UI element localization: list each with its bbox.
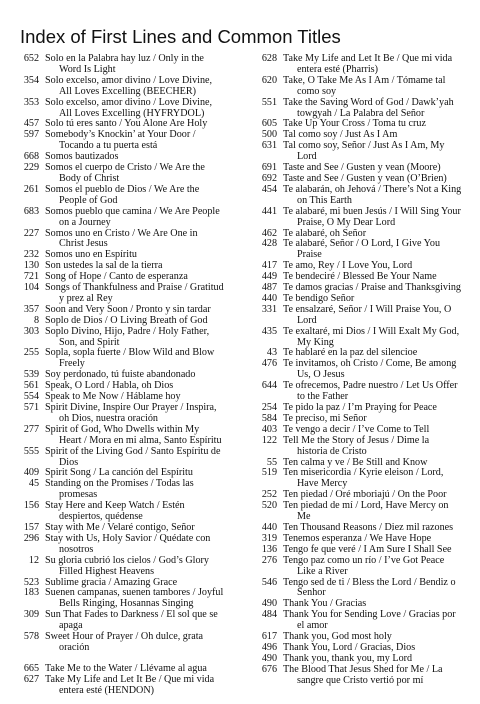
hymn-title [39, 425, 256, 447]
hymn-number: 157 [23, 521, 39, 533]
title-line: Somos pueblo que camina / We Are People [45, 205, 220, 217]
hymn-number: 490 [261, 652, 277, 664]
title-line: Thank You, Lord / Gracias, Dios [283, 641, 416, 653]
hymn-title [277, 359, 470, 381]
hymn-number: 519 [261, 467, 277, 479]
hymn-number: 605 [261, 118, 277, 130]
hymn-number: 627 [23, 673, 39, 685]
title-line: Somos el cuerpo de Cristo / We Are the [45, 162, 205, 174]
title-line: Te amo, Rey / I Love You, Lord [283, 260, 413, 272]
title-line: Speak to Me Now / Háblame hoy [45, 391, 181, 403]
index-entry [20, 130, 256, 152]
index-entry [20, 675, 256, 697]
title-line: Te bendigo Señor [283, 292, 355, 304]
title-line: Suenen campanas, suenen tambores / Joyful [45, 587, 224, 599]
hymn-title [277, 98, 470, 120]
hymn-title [39, 229, 256, 251]
title-continuation: Us, O Jesus [297, 369, 345, 381]
hymn-title [277, 305, 470, 327]
title-continuation: Lord [297, 151, 317, 163]
title-line: Taste and See / Gusten y vean (O’Brien) [283, 172, 447, 184]
hymn-number: 571 [23, 402, 39, 413]
index-entry [20, 163, 256, 185]
hymn-number: 331 [261, 303, 277, 315]
hymn-number: 617 [261, 631, 277, 643]
title-line: Ten piedad / Oré mboriajú / On the Poor [283, 489, 447, 501]
title-line: Stay with Me / Velaré contigo, Señor [45, 521, 195, 533]
title-line: Te preciso, mi Señor [283, 412, 367, 424]
index-entry [258, 207, 470, 229]
title-continuation: Body of Christ [59, 172, 120, 184]
title-line: Take My Life and Let It Be / Que mi vida [45, 673, 215, 685]
hymn-number: 12 [28, 554, 39, 566]
hymn-number: 309 [23, 609, 39, 621]
hymn-number: 652 [23, 53, 39, 64]
index-entry [258, 141, 470, 163]
hymn-title [39, 403, 256, 425]
title-continuation: to the Father [297, 391, 349, 403]
hymn-title [39, 588, 256, 610]
hymn-number: 523 [23, 576, 39, 588]
hymn-title [277, 185, 470, 207]
hymn-title [39, 501, 256, 523]
title-continuation: towgyah / La Palabra del Señor [297, 107, 425, 119]
hymn-number: 277 [23, 423, 39, 435]
title-line: Solo en la Palabra hay luz / Only in the [45, 53, 204, 64]
index-entry [20, 447, 256, 469]
hymn-number: 554 [23, 391, 39, 403]
hymn-number: 721 [23, 271, 39, 283]
hymn-number: 520 [261, 500, 277, 512]
title-line: Spirit Song / La canción del Espíritu [45, 467, 193, 479]
hymn-number: 409 [23, 467, 39, 479]
hymn-number: 457 [23, 118, 39, 130]
title-continuation: entera esté (Pharris) [297, 63, 378, 75]
title-continuation: on This Earth [297, 194, 352, 206]
index-entry [258, 436, 470, 458]
index-entry [258, 359, 470, 381]
title-continuation: Praise [297, 249, 322, 261]
hymn-title [39, 447, 256, 469]
index-entry [20, 327, 256, 349]
hymn-number: 227 [23, 227, 39, 239]
hymn-number: 276 [261, 554, 277, 566]
index-entry [258, 327, 470, 349]
hymn-number: 8 [33, 314, 39, 326]
title-line: Spirit of the Living God / Santo Espíritu de [45, 445, 221, 457]
hymn-number: 484 [261, 609, 277, 621]
title-continuation: Praise, O My Dear Lord [297, 216, 396, 228]
title-line: Solo excelso, amor divino / Love Divine, [45, 74, 213, 86]
hymn-title [277, 468, 470, 490]
hymn-title [277, 327, 470, 349]
title-continuation: All Loves Excelling (HYFRYDOL) [59, 107, 205, 119]
hymn-number: 546 [261, 576, 277, 588]
hymn-number: 156 [23, 500, 39, 512]
title-line: Te ofrecemos, Padre nuestro / Let Us Offer [283, 380, 458, 392]
title-continuation: Christ Jesus [59, 238, 108, 250]
title-continuation: Heart / Mora en mi alma, Santo Espíritu [59, 434, 222, 446]
title-continuation: oración [59, 641, 90, 653]
index-entry [258, 578, 470, 600]
title-continuation: on a Journey [59, 216, 111, 228]
title-line: Ten calma y ve / Be Still and Know [283, 456, 428, 468]
index-entry [20, 479, 256, 501]
title-line: Te alabaré, mi buen Jesús / I Will Sing Your [283, 205, 461, 217]
hymn-title [39, 54, 256, 76]
hymn-title [39, 534, 256, 556]
title-continuation: Senhor [297, 587, 326, 599]
title-line: Somos el pueblo de Dios / We Are the [45, 183, 200, 195]
hymn-title [39, 185, 256, 207]
hymn-number: 631 [261, 140, 277, 152]
title-line: Sun That Fades to Darkness / El sol que se [45, 609, 218, 621]
hymn-title [277, 381, 470, 403]
title-line: Thank You for Sending Love / Gracias por [283, 609, 456, 621]
hymn-title [277, 501, 470, 523]
index-column-left [20, 54, 256, 697]
title-line: Te exaltaré, mi Dios / I Will Exalt My God, [283, 325, 460, 337]
title-continuation: Filled Highest Heavens [59, 565, 155, 577]
hymn-number: 691 [261, 162, 277, 174]
hymn-number: 296 [23, 532, 39, 544]
title-continuation: despiertos, quédense [59, 511, 143, 523]
index-entry [258, 185, 470, 207]
hymn-title [39, 207, 256, 229]
hymn-number: 462 [261, 227, 277, 239]
title-line: Tengo fe que veré / I Am Sure I Shall See [283, 543, 452, 555]
title-line: Te ensalzaré, Señor / I Will Praise You, O [283, 303, 452, 315]
hymn-title [39, 130, 256, 152]
index-entry [20, 632, 256, 654]
title-continuation: Lord [297, 314, 317, 326]
hymn-number: 261 [23, 183, 39, 195]
hymn-number: 644 [261, 380, 277, 392]
hymn-number: 183 [23, 587, 39, 599]
hymn-number: 55 [266, 456, 277, 468]
hymn-number: 578 [23, 631, 39, 643]
hymn-number: 130 [23, 260, 39, 272]
hymn-number: 357 [23, 303, 39, 315]
hymn-title [277, 610, 470, 632]
index-column-right [258, 54, 470, 687]
title-continuation: Tocando a tu puerta está [59, 140, 158, 152]
title-line: Thank you, thank you, my Lord [283, 652, 413, 664]
hymn-title [39, 479, 256, 501]
index-entry [258, 610, 470, 632]
title-continuation: Have Mercy [297, 478, 348, 490]
title-line: Song of Hope / Canto de esperanza [45, 271, 188, 283]
index-entry [258, 468, 470, 490]
title-line: Soy perdonado, tú fuiste abandonado [45, 369, 196, 381]
hymn-number: 254 [261, 402, 277, 413]
index-entry [258, 76, 470, 98]
title-continuation: All Loves Excelling (BEECHER) [59, 85, 196, 97]
title-line: Soon and Very Soon / Pronto y sin tardar [45, 303, 211, 315]
index-entry [20, 76, 256, 98]
hymn-number: 496 [261, 641, 277, 653]
hymn-number: 441 [261, 205, 277, 217]
hymn-number: 500 [261, 129, 277, 141]
hymn-number: 584 [261, 412, 277, 424]
title-continuation: People of God [59, 194, 118, 206]
title-line: Standing on the Promises / Todas las [45, 478, 194, 490]
index-entry [258, 239, 470, 261]
title-continuation: nosotros [59, 543, 94, 555]
title-line: Spirit Divine, Inspire Our Prayer / Inspira, [45, 402, 217, 413]
title-line: Sublime gracia / Amazing Grace [45, 576, 178, 588]
index-entry [20, 98, 256, 120]
hymn-number: 104 [23, 282, 39, 294]
hymn-number: 43 [266, 347, 277, 359]
title-line: Tell Me the Story of Jesus / Dime la [283, 434, 430, 446]
hymn-number: 417 [261, 260, 277, 272]
hymn-number: 692 [261, 172, 277, 184]
index-entry [20, 501, 256, 523]
title-continuation: apaga [59, 620, 83, 632]
hymn-number: 683 [23, 205, 39, 217]
title-line: Somos uno en Cristo / We Are One in [45, 227, 198, 239]
hymn-title [277, 578, 470, 600]
title-line: The Blood That Jesus Shed for Me / La [283, 663, 443, 675]
hymn-number: 561 [23, 380, 39, 392]
title-continuation: oh Dios, nuestra oración [59, 412, 158, 424]
title-line: Tal como soy / Just As I Am [283, 129, 398, 141]
title-line: Spirit of God, Who Dwells within My [45, 423, 200, 435]
title-line: Stay with Us, Holy Savior / Quédate con [45, 532, 211, 544]
hymn-title [39, 283, 256, 305]
title-line: Son ustedes la sal de la tierra [45, 260, 163, 272]
title-line: Te damos gracias / Praise and Thanksgiving [283, 282, 461, 294]
title-line: Tengo sed de ti / Bless the Lord / Bendiz o [283, 576, 456, 588]
title-continuation: entera esté (HENDON) [59, 684, 155, 696]
title-continuation: y prez al Rey [59, 292, 113, 304]
title-line: Te pido la paz / I’m Praying for Peace [283, 402, 437, 413]
hymn-number: 449 [261, 271, 277, 283]
index-entry [258, 501, 470, 523]
title-line: Tengo paz como un río / I’ve Got Peace [283, 554, 445, 566]
hymn-title [39, 163, 256, 185]
index-entry [20, 229, 256, 251]
title-continuation: promesas [59, 489, 98, 501]
hymn-number: 303 [23, 325, 39, 337]
title-continuation: Dios [59, 456, 79, 468]
hymn-title [39, 556, 256, 578]
index-entry [20, 556, 256, 578]
index-entry [20, 207, 256, 229]
title-line: Te alabarán, oh Jehová / There’s Not a King [283, 183, 462, 195]
title-line: Stay Here and Keep Watch / Estén [45, 500, 185, 512]
hymn-number: 490 [261, 598, 277, 610]
hymn-number: 403 [261, 423, 277, 435]
title-line: Te hablaré en la paz del silencioe [283, 347, 418, 359]
title-line: Songs of Thankfulness and Praise / Gratitud [45, 282, 224, 294]
index-entry [20, 185, 256, 207]
title-line: Ten piedad de mí / Lord, Have Mercy on [283, 500, 449, 512]
hymn-number: 597 [23, 129, 39, 141]
title-line: Take My Life and Let It Be / Que mi vida [283, 53, 453, 64]
title-line: Te invitamos, oh Cristo / Come, Be among [283, 358, 457, 370]
title-line: Ten Thousand Reasons / Diez mil razones [283, 521, 454, 533]
title-line: Soplo Divino, Hijo, Padre / Holy Father, [45, 325, 210, 337]
title-line: Somos uno en Espíritu [45, 249, 137, 261]
index-entry [20, 425, 256, 447]
hymn-number: 353 [23, 96, 39, 108]
title-line: Taste and See / Gusten y vean (Moore) [283, 162, 441, 174]
title-line: Take the Saving Word of God / Dawk’yah [283, 96, 454, 108]
index-entry [258, 98, 470, 120]
title-line: Te alabaré, oh Señor [283, 227, 367, 239]
title-continuation: el amor [297, 620, 328, 632]
title-line: Solo excelso, amor divino / Love Divine, [45, 96, 213, 108]
hymn-number: 136 [261, 543, 277, 555]
index-entry [20, 348, 256, 370]
hymn-number: 551 [261, 96, 277, 108]
hymn-title [277, 665, 470, 687]
hymn-title [277, 141, 470, 163]
hymn-number: 255 [23, 347, 39, 359]
hymn-title [277, 76, 470, 98]
title-continuation: Word Is Light [59, 63, 116, 75]
hymn-number: 676 [261, 663, 277, 675]
title-line: Tal como soy, Señor / Just As I Am, My [283, 140, 445, 152]
title-line: Sopla, sopla fuerte / Blow Wild and Blow [45, 347, 215, 359]
hymn-number: 620 [261, 74, 277, 86]
page-title: Index of First Lines and Common Titles [20, 26, 341, 47]
index-entry [20, 588, 256, 610]
title-line: Somos bautizados [45, 151, 119, 163]
index-entry [20, 54, 256, 76]
hymn-number: 232 [23, 249, 39, 261]
hymn-number: 319 [261, 532, 277, 544]
title-line: Take, O Take Me As I Am / Tómame tal [283, 74, 446, 86]
index-entry [258, 665, 470, 687]
index-entry [20, 610, 256, 632]
index-entry [258, 381, 470, 403]
hymn-title [277, 207, 470, 229]
hymn-number: 45 [28, 478, 39, 490]
hymn-number: 628 [261, 53, 277, 64]
hymn-title [277, 54, 470, 76]
index-entry [258, 305, 470, 327]
title-line: Sweet Hour of Prayer / Oh dulce, grata [45, 631, 204, 643]
hymn-title [39, 327, 256, 349]
title-line: Te alabaré, Señor / O Lord, I Give You [283, 238, 441, 250]
title-line: Soplo de Dios / O Living Breath of God [45, 314, 208, 326]
title-continuation: historia de Cristo [297, 445, 367, 457]
hymn-title [277, 556, 470, 578]
title-line: Te vengo a decir / I’ve Come to Tell [283, 423, 430, 435]
hymn-number: 555 [23, 445, 39, 457]
title-line: Thank You / Gracias [283, 598, 367, 610]
hymn-title [39, 610, 256, 632]
hymn-number: 440 [261, 521, 277, 533]
title-line: Somebody’s Knockin’ at Your Door / [45, 129, 196, 141]
hymn-title [39, 675, 256, 697]
hymn-number: 665 [23, 662, 39, 674]
title-line: Te bendeciré / Blessed Be Your Name [283, 271, 437, 283]
hymn-title [39, 98, 256, 120]
hymn-title [277, 436, 470, 458]
index-entry [258, 54, 470, 76]
title-line: Speak, O Lord / Habla, oh Dios [45, 380, 174, 392]
hymn-title [277, 239, 470, 261]
title-continuation: Like a River [297, 565, 348, 577]
title-line: Tenemos esperanza / We Have Hope [283, 532, 432, 544]
title-line: Solo tú eres santo / You Alone Are Holy [45, 118, 208, 130]
hymn-title [39, 348, 256, 370]
title-line: Su gloria cubrió los cielos / God’s Glory [45, 554, 209, 566]
hymn-number: 428 [261, 238, 277, 250]
hymn-number: 668 [23, 151, 39, 163]
index-entry [258, 556, 470, 578]
title-line: Ten misericordia / Kyrie eleison / Lord, [283, 467, 444, 479]
title-continuation: Bells Ringing, Hosannas Singing [59, 598, 194, 610]
index-entry [20, 403, 256, 425]
hymn-number: 252 [261, 489, 277, 501]
title-continuation: Freely [59, 358, 85, 370]
index-entry [20, 283, 256, 305]
title-continuation: como soy [297, 85, 337, 97]
title-continuation: sangre que Cristo vertió por mí [297, 674, 424, 686]
hymn-number: 539 [23, 369, 39, 381]
title-continuation: Me [297, 511, 311, 523]
hymn-number: 476 [261, 358, 277, 370]
hymn-title [39, 632, 256, 654]
hymn-number: 354 [23, 74, 39, 86]
hymn-number: 229 [23, 162, 39, 174]
title-continuation: Son, and Spirit [59, 336, 120, 348]
title-line: Take Me to the Water / Llévame al agua [45, 662, 207, 674]
hymn-number: 440 [261, 292, 277, 304]
hymn-number: 122 [261, 434, 277, 446]
title-line: Thank you, God most holy [283, 631, 392, 643]
title-line: Take Up Your Cross / Toma tu cruz [283, 118, 426, 130]
index-entry [20, 534, 256, 556]
hymn-title [39, 76, 256, 98]
hymn-number: 435 [261, 325, 277, 337]
hymn-number: 487 [261, 282, 277, 294]
hymn-number: 454 [261, 183, 277, 195]
title-continuation: My King [297, 336, 334, 348]
